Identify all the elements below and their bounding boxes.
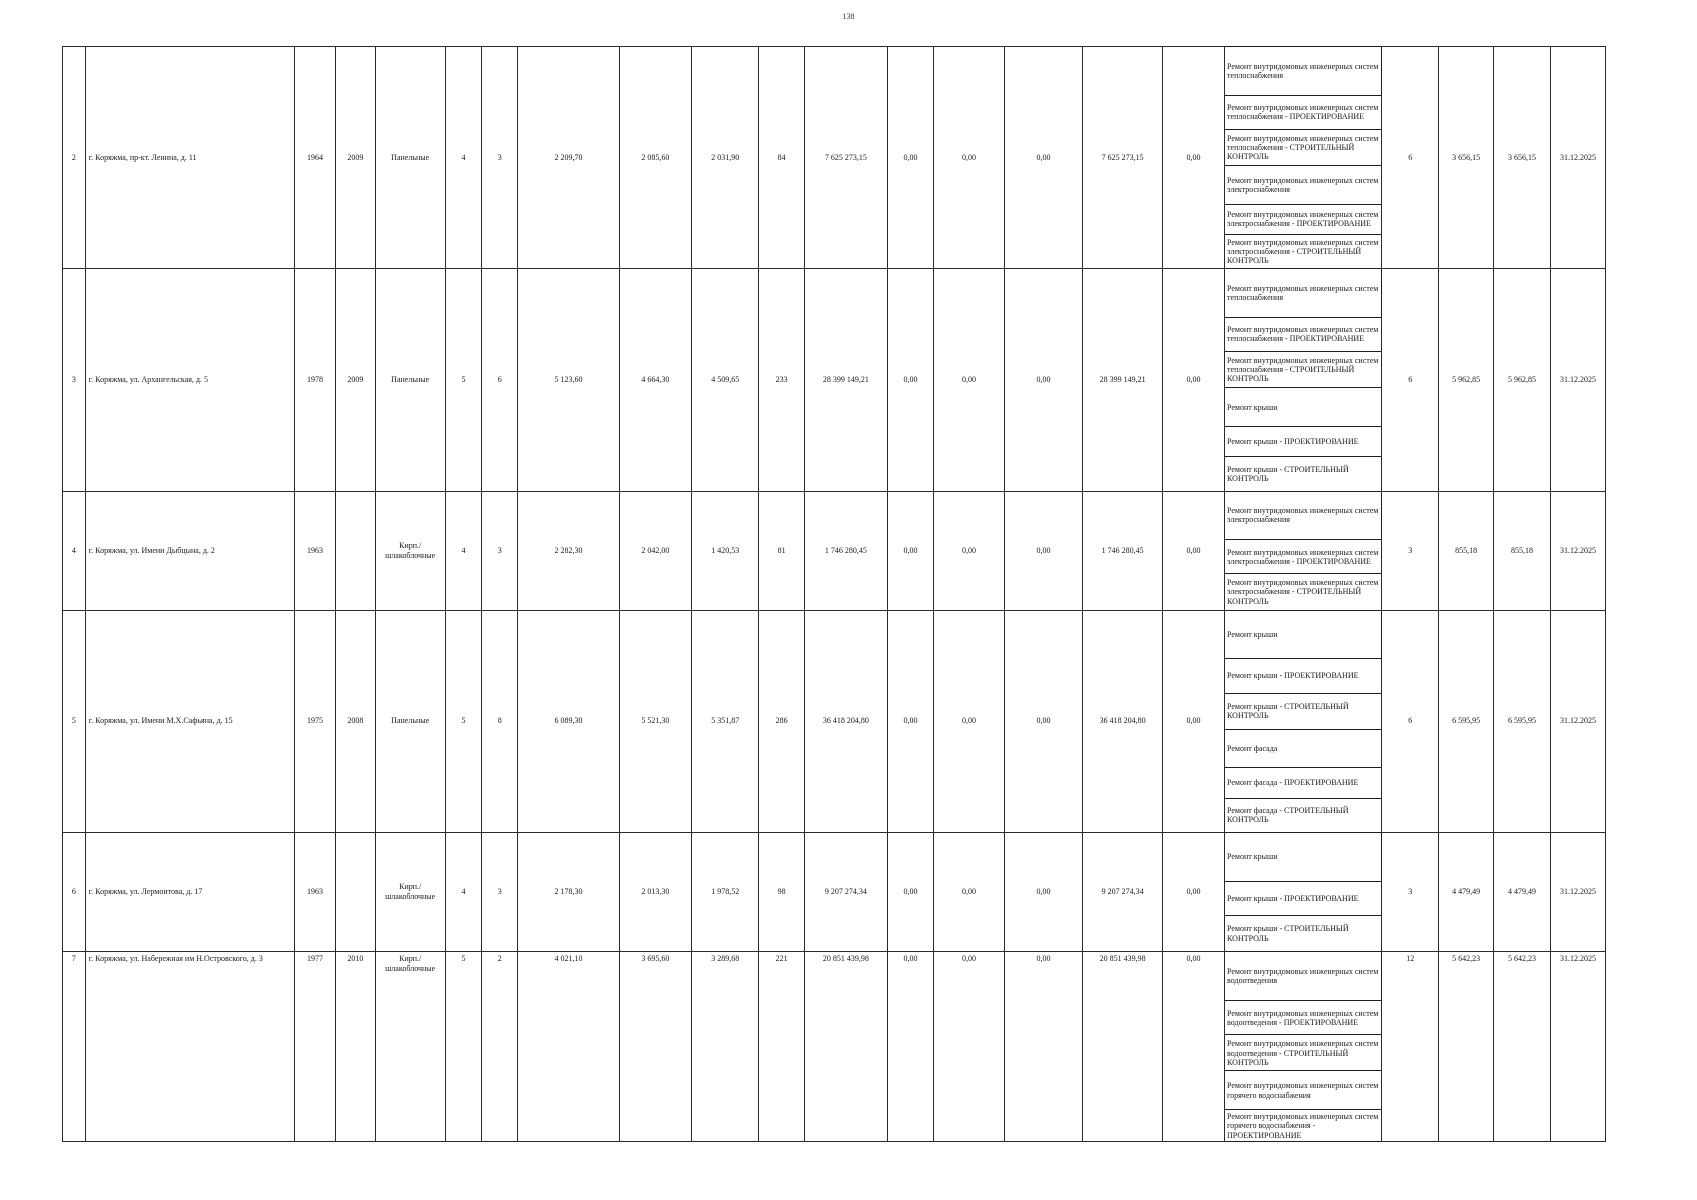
floors-cell: 5 bbox=[445, 952, 481, 1142]
work-item: Ремонт внутридомовых инженерных систем теплоснабжения bbox=[1225, 47, 1382, 96]
work-item: Ремонт крыши bbox=[1225, 610, 1382, 659]
area-residential-cell: 4 509,65 bbox=[692, 269, 759, 491]
area-total-cell: 5 123,60 bbox=[518, 269, 619, 491]
work-item: Ремонт внутридомовых инженерных систем электроснабжения bbox=[1225, 491, 1382, 540]
area-total-cell: 2 282,30 bbox=[518, 491, 619, 610]
fund-federal-cell: 0,00 bbox=[887, 833, 934, 952]
works-count-cell: 12 bbox=[1382, 952, 1439, 1142]
fund-local-cell: 0,00 bbox=[1004, 47, 1083, 269]
fund-other-cell: 0,00 bbox=[1162, 952, 1224, 1142]
unit-cost-cell: 5 962,85 bbox=[1439, 269, 1494, 491]
unit-cost-limit-cell: 5 642,23 bbox=[1494, 952, 1551, 1142]
unit-cost-cell: 4 479,49 bbox=[1439, 833, 1494, 952]
year-built-cell: 1964 bbox=[294, 47, 335, 269]
entrances-cell: 3 bbox=[482, 833, 518, 952]
fund-local-cell: 0,00 bbox=[1004, 491, 1083, 610]
fund-regional-cell: 0,00 bbox=[934, 610, 1004, 832]
area-premises-cell: 3 695,60 bbox=[619, 952, 691, 1142]
work-item: Ремонт крыши - СТРОИТЕЛЬНЫЙ КОНТРОЛЬ bbox=[1225, 457, 1382, 491]
work-item: Ремонт внутридомовых инженерных систем электроснабжения - ПРОЕКТИРОВАНИЕ bbox=[1225, 204, 1382, 234]
fund-owners-cell: 36 418 204,80 bbox=[1083, 610, 1163, 832]
fund-federal-cell: 0,00 bbox=[887, 47, 934, 269]
year-overhaul-cell: 2009 bbox=[336, 269, 375, 491]
deadline-cell: 31.12.2025 bbox=[1550, 610, 1605, 832]
work-item: Ремонт крыши - ПРОЕКТИРОВАНИЕ bbox=[1225, 659, 1382, 693]
unit-cost-limit-cell: 3 656,15 bbox=[1494, 47, 1551, 269]
row-number: 5 bbox=[63, 610, 86, 832]
deadline-cell: 31.12.2025 bbox=[1550, 47, 1605, 269]
cost-total-cell: 36 418 204,80 bbox=[804, 610, 887, 832]
area-residential-cell: 1 978,52 bbox=[692, 833, 759, 952]
work-item: Ремонт внутридомовых инженерных систем теплоснабжения - ПРОЕКТИРОВАНИЕ bbox=[1225, 317, 1382, 351]
year-built-cell: 1963 bbox=[294, 833, 335, 952]
area-total-cell: 2 209,70 bbox=[518, 47, 619, 269]
year-built-cell: 1975 bbox=[294, 610, 335, 832]
address-cell: г. Коряжма, ул. Набережная им Н.Островского, д. 3 bbox=[85, 952, 294, 1142]
unit-cost-limit-cell: 5 962,85 bbox=[1494, 269, 1551, 491]
entrances-cell: 6 bbox=[482, 269, 518, 491]
year-overhaul-cell: 2010 bbox=[336, 952, 375, 1142]
entrances-cell: 2 bbox=[482, 952, 518, 1142]
works-count-cell: 3 bbox=[1382, 833, 1439, 952]
work-item: Ремонт внутридомовых инженерных систем водоотведения bbox=[1225, 952, 1382, 1001]
unit-cost-limit-cell: 855,18 bbox=[1494, 491, 1551, 610]
entrances-cell: 3 bbox=[482, 47, 518, 269]
year-overhaul-cell bbox=[336, 833, 375, 952]
unit-cost-cell: 855,18 bbox=[1439, 491, 1494, 610]
fund-other-cell: 0,00 bbox=[1162, 491, 1224, 610]
fund-federal-cell: 0,00 bbox=[887, 952, 934, 1142]
deadline-cell: 31.12.2025 bbox=[1550, 952, 1605, 1142]
unit-cost-limit-cell: 4 479,49 bbox=[1494, 833, 1551, 952]
table-row bbox=[63, 833, 1606, 882]
fund-other-cell: 0,00 bbox=[1162, 47, 1224, 269]
area-residential-cell: 3 289,68 bbox=[692, 952, 759, 1142]
work-item: Ремонт крыши - СТРОИТЕЛЬНЫЙ КОНТРОЛЬ bbox=[1225, 915, 1382, 951]
year-built-cell: 1977 bbox=[294, 952, 335, 1142]
year-overhaul-cell: 2008 bbox=[336, 610, 375, 832]
residents-cell: 81 bbox=[759, 491, 805, 610]
page-number: 138 bbox=[842, 12, 855, 21]
fund-other-cell: 0,00 bbox=[1162, 610, 1224, 832]
row-number: 2 bbox=[63, 47, 86, 269]
residents-cell: 84 bbox=[759, 47, 805, 269]
address-cell: г. Коряжма, ул. Имени М.Х.Сафьяна, д. 15 bbox=[85, 610, 294, 832]
fund-regional-cell: 0,00 bbox=[934, 952, 1004, 1142]
work-item: Ремонт внутридомовых инженерных систем теплоснабжения - СТРОИТЕЛЬНЫЙ КОНТРОЛЬ bbox=[1225, 129, 1382, 165]
address-cell: г. Коряжма, ул. Архангельская, д. 5 bbox=[85, 269, 294, 491]
work-item: Ремонт внутридомовых инженерных систем электроснабжения bbox=[1225, 166, 1382, 204]
floors-cell: 4 bbox=[445, 833, 481, 952]
work-item: Ремонт крыши - ПРОЕКТИРОВАНИЕ bbox=[1225, 426, 1382, 456]
address-cell: г. Коряжма, ул. Имени Дыбцына, д. 2 bbox=[85, 491, 294, 610]
table-row bbox=[63, 47, 1606, 96]
wall-material-cell: Кирп./ шлакоблочные bbox=[375, 952, 445, 1142]
works-count-cell: 3 bbox=[1382, 491, 1439, 610]
area-total-cell: 6 089,30 bbox=[518, 610, 619, 832]
work-item: Ремонт крыши bbox=[1225, 833, 1382, 882]
row-number: 3 bbox=[63, 269, 86, 491]
year-built-cell: 1963 bbox=[294, 491, 335, 610]
residents-cell: 233 bbox=[759, 269, 805, 491]
table-row bbox=[63, 269, 1606, 318]
area-premises-cell: 2 042,00 bbox=[619, 491, 691, 610]
address-cell: г. Коряжма, пр-кт. Ленина, д. 11 bbox=[85, 47, 294, 269]
wall-material-cell: Панельные bbox=[375, 269, 445, 491]
fund-federal-cell: 0,00 bbox=[887, 610, 934, 832]
area-premises-cell: 5 521,30 bbox=[619, 610, 691, 832]
work-item: Ремонт внутридомовых инженерных систем горячего водоснабжения - ПРОЕКТИРОВАНИЕ bbox=[1225, 1109, 1382, 1141]
fund-federal-cell: 0,00 bbox=[887, 491, 934, 610]
row-number: 6 bbox=[63, 833, 86, 952]
residents-cell: 221 bbox=[759, 952, 805, 1142]
cost-total-cell: 1 746 280,45 bbox=[804, 491, 887, 610]
wall-material-cell: Кирп./ шлакоблочные bbox=[375, 833, 445, 952]
work-item: Ремонт внутридомовых инженерных систем электроснабжения - СТРОИТЕЛЬНЫЙ КОНТРОЛЬ bbox=[1225, 574, 1382, 610]
work-item: Ремонт внутридомовых инженерных систем электроснабжения - СТРОИТЕЛЬНЫЙ КОНТРОЛЬ bbox=[1225, 234, 1382, 268]
year-overhaul-cell bbox=[336, 491, 375, 610]
row-number: 7 bbox=[63, 952, 86, 1142]
work-item: Ремонт крыши - СТРОИТЕЛЬНЫЙ КОНТРОЛЬ bbox=[1225, 693, 1382, 729]
area-premises-cell: 2 085,60 bbox=[619, 47, 691, 269]
deadline-cell: 31.12.2025 bbox=[1550, 491, 1605, 610]
register-body bbox=[63, 47, 1606, 1142]
works-count-cell: 6 bbox=[1382, 47, 1439, 269]
cost-total-cell: 20 851 439,98 bbox=[804, 952, 887, 1142]
work-item: Ремонт фасада - ПРОЕКТИРОВАНИЕ bbox=[1225, 768, 1382, 798]
work-item: Ремонт внутридомовых инженерных систем горячего водоснабжения bbox=[1225, 1071, 1382, 1109]
work-item: Ремонт внутридомовых инженерных систем водоотведения - СТРОИТЕЛЬНЫЙ КОНТРОЛЬ bbox=[1225, 1035, 1382, 1071]
area-premises-cell: 4 664,30 bbox=[619, 269, 691, 491]
residents-cell: 98 bbox=[759, 833, 805, 952]
fund-federal-cell: 0,00 bbox=[887, 269, 934, 491]
fund-regional-cell: 0,00 bbox=[934, 491, 1004, 610]
address-cell: г. Коряжма, ул. Лермонтова, д. 17 bbox=[85, 833, 294, 952]
cost-total-cell: 9 207 274,34 bbox=[804, 833, 887, 952]
deadline-cell: 31.12.2025 bbox=[1550, 833, 1605, 952]
work-item: Ремонт внутридомовых инженерных систем теплоснабжения - СТРОИТЕЛЬНЫЙ КОНТРОЛЬ bbox=[1225, 352, 1382, 388]
area-premises-cell: 2 013,30 bbox=[619, 833, 691, 952]
table-row bbox=[63, 491, 1606, 540]
unit-cost-cell: 5 642,23 bbox=[1439, 952, 1494, 1142]
cost-total-cell: 7 625 273,15 bbox=[804, 47, 887, 269]
unit-cost-cell: 3 656,15 bbox=[1439, 47, 1494, 269]
row-number: 4 bbox=[63, 491, 86, 610]
fund-owners-cell: 1 746 280,45 bbox=[1083, 491, 1163, 610]
wall-material-cell: Панельные bbox=[375, 47, 445, 269]
year-built-cell: 1978 bbox=[294, 269, 335, 491]
wall-material-cell: Кирп./ шлакоблочные bbox=[375, 491, 445, 610]
table-row bbox=[63, 952, 1606, 1001]
floors-cell: 4 bbox=[445, 47, 481, 269]
work-item: Ремонт внутридомовых инженерных систем теплоснабжения bbox=[1225, 269, 1382, 318]
fund-other-cell: 0,00 bbox=[1162, 269, 1224, 491]
area-residential-cell: 5 351,87 bbox=[692, 610, 759, 832]
fund-owners-cell: 20 851 439,98 bbox=[1083, 952, 1163, 1142]
entrances-cell: 8 bbox=[482, 610, 518, 832]
residents-cell: 286 bbox=[759, 610, 805, 832]
wall-material-cell: Панельные bbox=[375, 610, 445, 832]
work-item: Ремонт фасада bbox=[1225, 729, 1382, 767]
work-item: Ремонт крыши - ПРОЕКТИРОВАНИЕ bbox=[1225, 881, 1382, 915]
area-total-cell: 2 178,30 bbox=[518, 833, 619, 952]
table-row bbox=[63, 610, 1606, 659]
area-total-cell: 4 021,10 bbox=[518, 952, 619, 1142]
work-item: Ремонт внутридомовых инженерных систем электроснабжения - ПРОЕКТИРОВАНИЕ bbox=[1225, 540, 1382, 574]
fund-owners-cell: 7 625 273,15 bbox=[1083, 47, 1163, 269]
fund-regional-cell: 0,00 bbox=[934, 47, 1004, 269]
year-overhaul-cell: 2009 bbox=[336, 47, 375, 269]
floors-cell: 5 bbox=[445, 269, 481, 491]
floors-cell: 4 bbox=[445, 491, 481, 610]
fund-local-cell: 0,00 bbox=[1004, 833, 1083, 952]
unit-cost-cell: 6 595,95 bbox=[1439, 610, 1494, 832]
unit-cost-limit-cell: 6 595,95 bbox=[1494, 610, 1551, 832]
fund-regional-cell: 0,00 bbox=[934, 833, 1004, 952]
work-item: Ремонт крыши bbox=[1225, 388, 1382, 426]
floors-cell: 5 bbox=[445, 610, 481, 832]
fund-regional-cell: 0,00 bbox=[934, 269, 1004, 491]
deadline-cell: 31.12.2025 bbox=[1550, 269, 1605, 491]
cost-total-cell: 28 399 149,21 bbox=[804, 269, 887, 491]
fund-other-cell: 0,00 bbox=[1162, 833, 1224, 952]
work-item: Ремонт внутридомовых инженерных систем теплоснабжения - ПРОЕКТИРОВАНИЕ bbox=[1225, 95, 1382, 129]
entrances-cell: 3 bbox=[482, 491, 518, 610]
fund-owners-cell: 9 207 274,34 bbox=[1083, 833, 1163, 952]
fund-local-cell: 0,00 bbox=[1004, 610, 1083, 832]
work-item: Ремонт внутридомовых инженерных систем водоотведения - ПРОЕКТИРОВАНИЕ bbox=[1225, 1000, 1382, 1034]
fund-local-cell: 0,00 bbox=[1004, 952, 1083, 1142]
overhaul-register-table bbox=[62, 46, 1606, 1142]
area-residential-cell: 1 420,53 bbox=[692, 491, 759, 610]
fund-local-cell: 0,00 bbox=[1004, 269, 1083, 491]
fund-owners-cell: 28 399 149,21 bbox=[1083, 269, 1163, 491]
works-count-cell: 6 bbox=[1382, 269, 1439, 491]
works-count-cell: 6 bbox=[1382, 610, 1439, 832]
area-residential-cell: 2 031,90 bbox=[692, 47, 759, 269]
work-item: Ремонт фасада - СТРОИТЕЛЬНЫЙ КОНТРОЛЬ bbox=[1225, 798, 1382, 832]
